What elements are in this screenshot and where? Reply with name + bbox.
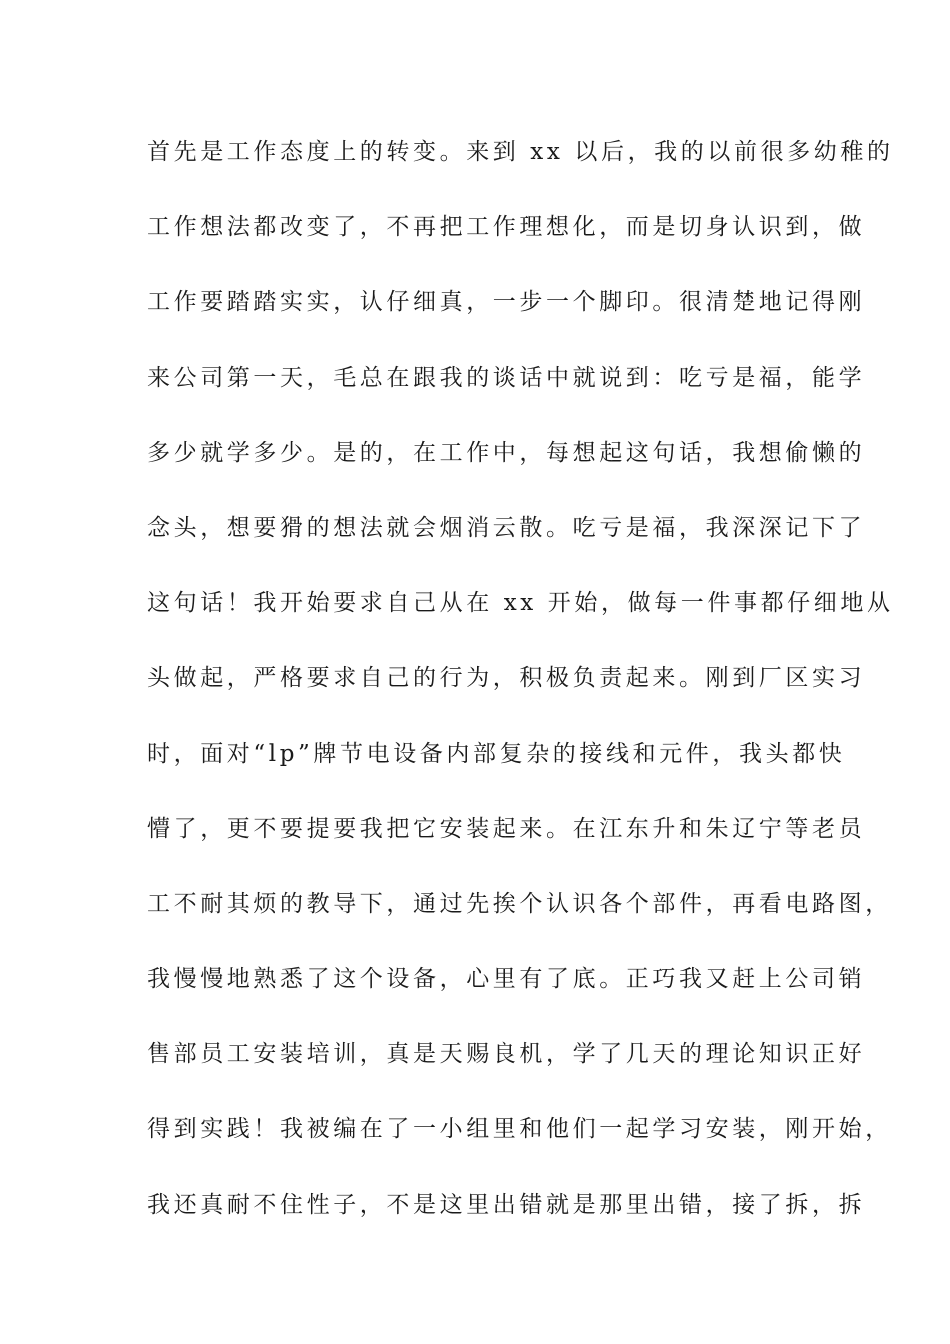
text-line-11: 工不耐其烦的教导下，通过先挨个认识各个部件，再看电路图， xyxy=(147,890,892,917)
text-line-13: 售部员工安装培训，真是天赐良机，学了几天的理论知识正好 xyxy=(147,1041,866,1068)
text-line-6: 念头，想要猾的想法就会烟消云散。吃亏是福，我深深记下了 xyxy=(147,514,866,541)
text-line-12: 我慢慢地熟悉了这个设备，心里有了底。正巧我又赶上公司销 xyxy=(147,966,866,993)
text-line-5: 多少就学多少。是的，在工作中，每想起这句话，我想偷懒的 xyxy=(147,439,866,466)
text-line-2: 工作想法都改变了，不再把工作理想化，而是切身认识到，做 xyxy=(147,214,866,241)
text-line-3: 工作要踏踏实实，认仔细真，一步一个脚印。很清楚地记得刚 xyxy=(147,289,866,316)
text-line-4: 来公司第一天，毛总在跟我的谈话中就说到：吃亏是福，能学 xyxy=(147,364,866,391)
text-line-8: 头做起，严格要求自己的行为，积极负责起来。刚到厂区实习 xyxy=(147,665,866,692)
text-line-15: 我还真耐不住性子，不是这里出错就是那里出错，接了拆，拆 xyxy=(147,1191,866,1218)
text-line-9: 时，面对“lp”牌节电设备内部复杂的接线和元件，我头都快 xyxy=(147,740,846,767)
text-line-7: 这句话！我开始要求自己从在 xx 开始，做每一件事都仔细地从 xyxy=(147,590,894,617)
text-line-14: 得到实践！我被编在了一小组里和他们一起学习安装，刚开始， xyxy=(147,1116,892,1143)
body-text xyxy=(147,134,894,1262)
text-line-10: 懵了，更不要提要我把它安装起来。在江东升和朱辽宁等老员 xyxy=(147,815,866,842)
text-line-1: 首先是工作态度上的转变。来到 xx 以后，我的以前很多幼稚的 xyxy=(147,139,894,165)
